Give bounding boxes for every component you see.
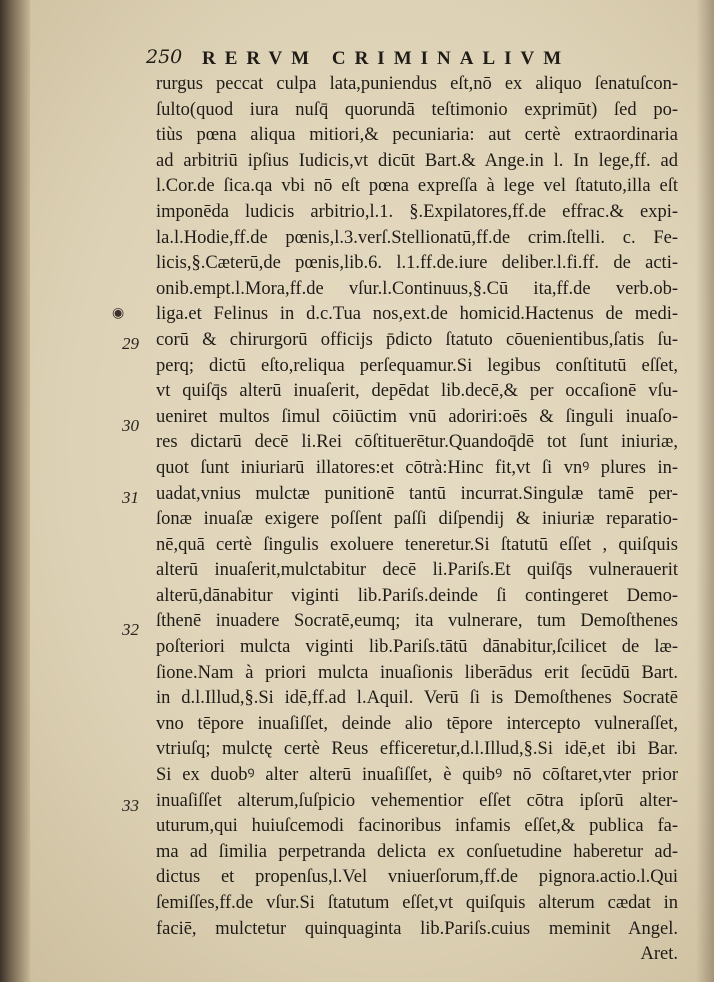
text-line: tiùs pœna aliqua mitiori,& pecuniaria: aut certè extraordinaria [156, 125, 678, 146]
marginal-section-number: 31 [122, 488, 139, 507]
page-header [146, 44, 666, 72]
text-line: vtriuſq; mulctę certè Reus efficeretur,d.l.Illud,§.Si idē,et ibi Bar. [156, 739, 678, 760]
page-number: 250 [146, 46, 183, 68]
text-line: quot ſunt iniuriarū illatores:et cōtrà:Hinc fit,vt ſi vnꝰ plures in- [156, 457, 678, 478]
book-gutter [0, 0, 30, 982]
text-line: uadat,vnius mulctæ punitionē tantū incurrat.Singulæ tamē per- [156, 483, 678, 504]
text-line: inuaſiſſet alterum,ſuſpicio vehementior eſſet cōtra ipſorū alter- [156, 790, 678, 811]
text-line: ſthenē inuadere Socratē,eumq; ita vulnerare, tum Demoſthenes [156, 611, 678, 632]
text-line: la.l.Hodie,ff.de pœnis,l.3.verſ.Stellionatū,ff.de crim.ſtelli. c. Fe- [156, 227, 678, 248]
text-line: ad arbitriū ipſius Iudicis,vt dicūt Bart.& Ange.in l. In lege,ff. ad [156, 150, 678, 171]
text-line: corū & chirurgorū officijs p̄dicto ſtatuto cōuenientibus,ſatis ſu- [156, 329, 678, 350]
text-line: vno tēpore inuaſiſſet, deinde alio tēpore intercepto vulneraſſet, [156, 713, 678, 734]
text-line: ſonæ inuaſæ exigere poſſent paſſi diſpendij & iniuriæ reparatio- [156, 509, 678, 530]
text-line: res dictarū decē li.Rei cōſtituerētur.Quandoq̄dē tot ſunt iniuriæ, [156, 432, 678, 453]
page-edge-shadow [696, 0, 714, 982]
text-line: rurgus peccat culpa lata,puniendus eſt,nō ex aliquo ſenatuſcon- [156, 74, 678, 94]
text-line: dictus et propenſus,l.Vel vniuerſorum,ff.de pignora.actio.l.Qui [156, 867, 678, 888]
body-text [156, 72, 678, 968]
text-line: ſulto(quod iura nuſq̄ quorundā teſtimonio exprimūt) ſed po- [156, 99, 678, 120]
text-line: l.Cor.de ſica.qa vbi nō eſt pœna expreſſa à lege vel ſtatuto,illa eſt [156, 176, 678, 197]
text-line: alterū inuaſerit,mulctabitur decē li.Pariſs.Et quiſq̄s vulnerauerit [156, 560, 678, 581]
text-line: ſione.Nam à priori mulcta inuaſionis liberādus erit ſecūdū Bart. [156, 662, 678, 683]
text-line: licis,§.Cæterū,de pœnis,lib.6. l.1.ff.de.iure deliber.l.fi.ff. de acti- [156, 253, 678, 274]
text-line: perq; dictū eſto,reliqua perſequamur.Si legibus conſtitutū eſſet, [156, 355, 678, 376]
text-line: nē,quā certè ſingulis exoluere teneretur.Si ſtatutū eſſet , quiſquis [156, 534, 678, 555]
text-line: liga.et Felinus in d.c.Tua nos,ext.de homicid.Hactenus de medi- [156, 304, 678, 325]
marginal-section-number: 32 [122, 620, 139, 639]
text-line: alterū,dānabitur viginti lib.Pariſs.deinde ſi contingeret Demo- [156, 585, 678, 606]
text-line: ſemiſſes,ff.de vſur.Si ſtatutum eſſet,vt quiſquis alterum cædat in [156, 893, 678, 913]
marginal-hand-mark-icon: ◉ [112, 305, 125, 321]
text-line: ma ad ſimilia perpetranda delicta ex conſuetudine haberetur ad- [156, 841, 678, 862]
text-line: Si ex duobꝰ alter alterū inuaſiſſet, è quibꝰ nō cōſtaret,vter prior [156, 765, 678, 786]
text-line: imponēda ludicis arbitrio,l.1. §.Expilatores,ff.de effrac.& expi- [156, 201, 678, 222]
marginal-section-number: 33 [122, 796, 139, 815]
marginal-section-number: 29 [122, 334, 139, 353]
text-line: vt quiſq̄s alterū inuaſerit, depēdat lib.decē,& per occaſionē vſu- [156, 381, 678, 402]
text-line: ueniret multos ſimul cōiūctim vnū adoriri:oēs & ſinguli inuaſo- [156, 406, 678, 427]
text-line: uturum,qui huiuſcemodi facinoribus infamis eſſet,& publica fa- [156, 816, 678, 837]
catchword: Aret. [640, 944, 678, 965]
text-line: poſteriori mulcta viginti lib.Pariſs.tātū dānabitur,ſcilicet de læ- [156, 637, 678, 658]
marginal-section-number: 30 [122, 416, 139, 435]
text-line: onib.empt.l.Mora,ff.de vſur.l.Continuus,§.Cū ita,ff.de verb.ob- [156, 278, 678, 299]
text-line: faciē, mulctetur quinquaginta lib.Pariſs.cuius meminit Angel. [156, 918, 678, 939]
text-line: in d.l.Illud,§.Si idē,ff.ad l.Aquil. Verū ſi is Demoſthenes Socratē [156, 688, 678, 709]
running-title: RERVM CRIMINALIVM [202, 48, 571, 69]
